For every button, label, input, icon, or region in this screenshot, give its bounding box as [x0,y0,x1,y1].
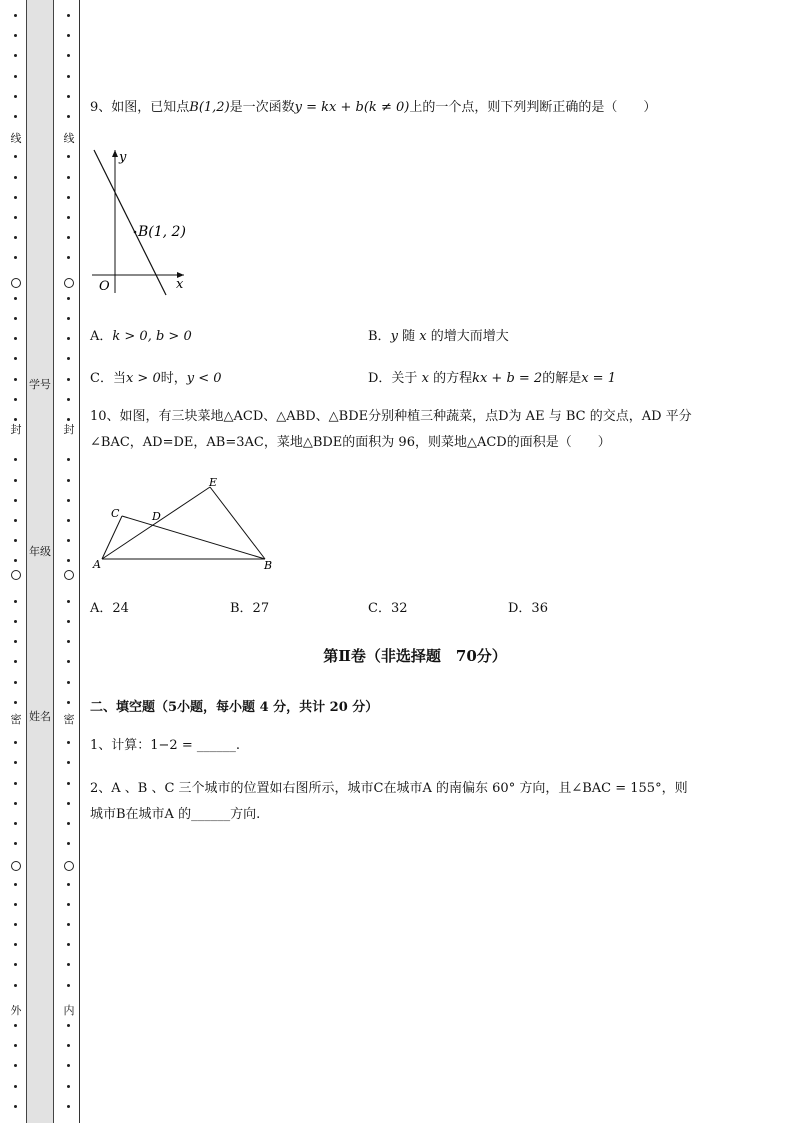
q10-option-c: C．32 [368,601,408,616]
seal-dot [14,196,17,199]
seal-dot [14,14,17,17]
seal-dot [14,479,17,482]
seal-dot [67,1044,70,1047]
seal-circle-icon [64,861,74,871]
q9-option-b: B．y 随 x 的增大而增大 [368,329,509,344]
seal-dot [67,802,70,805]
seal-dot [67,418,70,421]
seal-dot [14,378,17,381]
seal-mark-label: 密 [10,713,22,726]
seal-dot [67,1064,70,1067]
seal-dot [67,660,70,663]
seal-dot [67,741,70,744]
q9-option-a: A．k > 0, b > 0 [90,329,192,344]
seal-mark-label: 封 [63,423,75,436]
seal-dot [14,1024,17,1027]
function-line [94,150,166,295]
seal-dot [14,883,17,886]
seal-mark-label: 线 [63,132,75,145]
outer-seal-line [9,0,23,1123]
seal-dot [67,701,70,704]
seal-dot [14,903,17,906]
origin-label: O [99,279,110,294]
seal-dot [14,963,17,966]
seal-circle-icon [11,861,21,871]
q10-triangle-figure [90,473,280,573]
seal-dot [67,559,70,562]
seal-dot [14,1105,17,1108]
seal-dot [67,54,70,57]
seal-dot [67,297,70,300]
seal-dot [14,256,17,259]
seal-mark-label: 线 [10,132,22,145]
seal-dot [67,883,70,886]
margin-rule [79,0,80,1123]
seal-dot [14,115,17,118]
seal-dot [14,499,17,502]
seal-circle-icon [64,278,74,288]
seal-dot [14,458,17,461]
seal-dot [14,640,17,643]
name-label: 姓名 [29,710,51,723]
seal-dot [14,357,17,360]
seal-dot [67,357,70,360]
seal-mark-label: 内 [63,1004,75,1017]
seal-dot [14,297,17,300]
seal-dot [14,398,17,401]
seal-dot [67,1024,70,1027]
seal-dot [14,539,17,542]
seal-dot [14,54,17,57]
seal-dot [67,317,70,320]
seal-dot [14,1085,17,1088]
seal-circle-icon [11,278,21,288]
seal-dot [67,539,70,542]
seal-dot [14,943,17,946]
part-2-title: 第Ⅱ卷（非选择题 70分） [323,647,507,665]
seal-dot [14,701,17,704]
seal-dot [67,196,70,199]
q10-option-b: B．27 [230,601,270,616]
seal-dot [14,1044,17,1047]
seal-dot [67,761,70,764]
seal-dot [14,75,17,78]
seal-dot [67,337,70,340]
segment-eb [210,487,265,559]
seal-dot [67,923,70,926]
fill-question-1: 1、计算：1−2 = ______. [90,738,240,753]
x-label: x [176,277,184,292]
seal-dot [67,75,70,78]
seal-dot [14,418,17,421]
seal-dot [14,216,17,219]
student-id-label: 学号 [29,378,51,391]
seal-dot [67,216,70,219]
seal-dot [14,176,17,179]
vertex-a-label: A [93,558,101,571]
seal-dot [67,499,70,502]
seal-dot [67,14,70,17]
student-info-strip [26,0,54,1123]
seal-dot [67,176,70,179]
inner-seal-line [62,0,76,1123]
vertex-b-label: B [264,559,273,572]
q9-option-c: C．当x > 0时，y < 0 [90,371,222,386]
question-9: 9、如图，已知点B(1,2)是一次函数y = kx + b(k ≠ 0)上的一个点，则下列判断正确的是（ ） [90,100,657,115]
seal-dot [67,842,70,845]
seal-dot [14,34,17,37]
seal-dot [67,600,70,603]
seal-dot [67,620,70,623]
seal-dot [67,1085,70,1088]
seal-dot [67,256,70,259]
q9-option-d: D．关于 x 的方程kx + b = 2的解是x = 1 [368,371,616,386]
seal-mark-label: 外 [10,1004,22,1017]
q9-function-graph [90,148,200,298]
seal-circle-icon [64,570,74,580]
seal-dot [67,398,70,401]
seal-dot [67,943,70,946]
seal-dot [67,984,70,987]
y-label: y [119,150,127,165]
binding-margin [0,0,82,1123]
seal-dot [67,903,70,906]
segment-cb [122,516,265,559]
seal-dot [67,519,70,522]
vertex-c-label: C [111,507,120,520]
seal-dot [67,34,70,37]
fill-question-2-line2: 城市B在城市A 的______方向. [90,807,261,822]
seal-dot [67,458,70,461]
seal-dot [67,640,70,643]
question-10-line1: 10、如图，有三块菜地△ACD、△ABD、△BDE分别种植三种蔬菜，点D为 AE 与 BC 的交点，AD 平分 [90,409,692,424]
seal-mark-label: 密 [63,713,75,726]
seal-dot [14,842,17,845]
vertex-d-label: D [152,510,161,523]
seal-dot [14,155,17,158]
seal-dot [14,317,17,320]
seal-dot [14,95,17,98]
seal-dot [14,519,17,522]
seal-dot [14,822,17,825]
seal-dot [67,479,70,482]
q10-option-a: A．24 [90,601,129,616]
seal-dot [14,681,17,684]
seal-dot [14,236,17,239]
seal-dot [67,95,70,98]
point-b-label: B(1, 2) [138,224,186,240]
seal-dot [14,984,17,987]
seal-dot [67,378,70,381]
seal-dot [67,822,70,825]
seal-dot [14,337,17,340]
seal-dot [14,1064,17,1067]
q10-option-d: D．36 [508,601,548,616]
question-10-line2: ∠BAC，AD=DE，AB=3AC，菜地△BDE的面积为 96，则菜地△ACD的面积是（ ） [90,435,611,450]
seal-dot [67,236,70,239]
y-axis-arrow-icon [112,150,118,157]
seal-dot [67,963,70,966]
seal-dot [14,802,17,805]
seal-dot [14,761,17,764]
seal-dot [14,782,17,785]
grade-label: 年级 [29,545,51,558]
seal-dot [14,620,17,623]
seal-dot [14,741,17,744]
seal-dot [67,1105,70,1108]
point-b [134,231,137,234]
section-2-heading: 二、填空题（5小题，每小题 4 分，共计 20 分） [90,700,379,715]
seal-circle-icon [11,570,21,580]
seal-dot [67,681,70,684]
vertex-e-label: E [209,476,218,489]
seal-dot [67,782,70,785]
seal-dot [14,660,17,663]
seal-dot [14,559,17,562]
seal-mark-label: 封 [10,423,22,436]
seal-dot [67,115,70,118]
seal-dot [67,155,70,158]
fill-question-2-line1: 2、A 、B 、C 三个城市的位置如右图所示，城市C在城市A 的南偏东 60° 方向，且∠BAC = 155°，则 [90,781,688,796]
seal-dot [14,923,17,926]
seal-dot [14,600,17,603]
